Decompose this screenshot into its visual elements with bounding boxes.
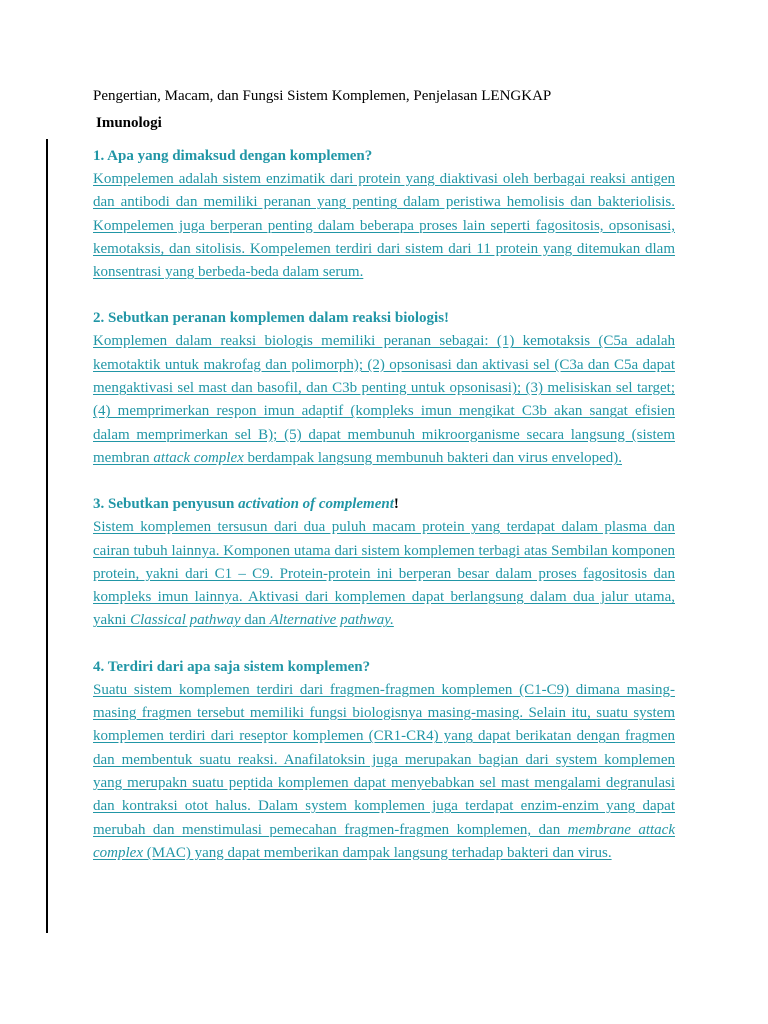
- answer-1: Kompelemen adalah sistem enzimatik dari protein yang diaktivasi oleh berbagai reaksi antigen dan antibodi dan memiliki peranan yang penting dalam peristiwa hemolisis dan bakteriolisis. Kompelemen juga berperan penting dalam beberapa proses lain seperti fagositosis, opsonisasi, kemotaksis, dan sitolisis. Kompelemen terdiri dari sistem dari 11 protein yang ditemukan dlam konsentrasi yang berbeda-beda dalam serum.: [93, 171, 675, 281]
- answer-4: [93, 679, 675, 865]
- section-1: [93, 145, 675, 284]
- answer-4-text-b: (MAC) yang dapat memberikan dampak langsung terhadap bakteri dan virus.: [142, 844, 612, 861]
- question-3-text: 3. Sebutkan penyusun: [93, 496, 239, 513]
- answer-2: [93, 330, 675, 470]
- question-2: 2. Sebutkan peranan komplemen dalam reaksi biologis!: [93, 310, 450, 327]
- answer-2-text-b: berdampak langsung membunuh bakteri dan virus enveloped).: [243, 449, 623, 466]
- answer-4-italic: membrane attack complex: [93, 821, 676, 861]
- answer-3-text-a: Sistem komplemen tersusun dari dua puluh macam protein yang terdapat dalam plasma dan cairan tubuh lainnya. Komponen utama dari sistem komplemen terbagi atas Sembilan komponen protein, yakni dari C1 – C9. Protein-protein ini berperan besar dalam proses fagositosis dan kompleks imun lainnya. Aktivasi dari komplemen dapat berlangsung dalam dua jalur utama, yakni: [93, 519, 675, 629]
- question-1: 1. Apa yang dimaksud dengan komplemen?: [93, 148, 373, 164]
- document-subtitle: Imunologi: [96, 115, 162, 131]
- answer-2-italic: attack complex: [153, 449, 244, 466]
- answer-3-italic-1: Classical pathway: [130, 612, 241, 629]
- answer-3-italic-2: Alternative pathway.: [269, 612, 394, 629]
- margin-rule: [46, 139, 48, 933]
- section-2: [93, 307, 675, 470]
- answer-4-text-a: Suatu sistem komplemen terdiri dari fragmen-fragmen komplemen (C1-C9) dimana masing-masing fragmen tersebut memiliki fungsi biologisnya masing-masing. Selain itu, suatu system komplemen terdiri dari reseptor komplemen (CR1-CR4) yang dapat berikatan dengan fragmen dan membentuk suatu reaksi. Anafilatoksin juga merupakan bagian dari system komplemen yang merupakn suatu peptida komplemen dapat menyebabkan sel mast mengalami degranulasi dan kontraksi otot halus. Dalam system komplemen juga terdapat enzim-enzim yang dapat merubah dan menstimulasi pemecahan fragmen-fragmen komplemen, dan: [93, 681, 675, 838]
- question-3-italic: activation of complement: [238, 496, 394, 513]
- question-3: [93, 493, 675, 516]
- section-4: [93, 656, 675, 865]
- answer-3: [93, 516, 675, 632]
- section-3: [93, 493, 675, 632]
- question-3-suffix: !: [393, 496, 399, 513]
- answer-2-text-a: Komplemen dalam reaksi biologis memiliki peranan sebagai: (1) kemotaksis (C5a adalah kemotaktik untuk makrofag dan polimorph); (2) opsonisasi dan aktivasi sel (C3a dan C5a dapat mengaktivasi sel mast dan basofil, dan C3b penting untuk opsonisasi); (3) melisiskan sel target; (4) memprimerkan respon imun adaptif (kompleks imun mengikat C3b akan sangat efisien dalam memprimerkan sel B); (5) dapat membunuh mikroorganisme secara langsung (sistem membran: [93, 333, 675, 466]
- document-body: [93, 145, 675, 888]
- answer-3-text-b: dan: [240, 612, 270, 629]
- question-4: 4. Terdiri dari apa saja sistem komplemen?: [93, 658, 371, 675]
- document-title: Pengertian, Macam, dan Fungsi Sistem Komplemen, Penjelasan LENGKAP: [93, 88, 552, 104]
